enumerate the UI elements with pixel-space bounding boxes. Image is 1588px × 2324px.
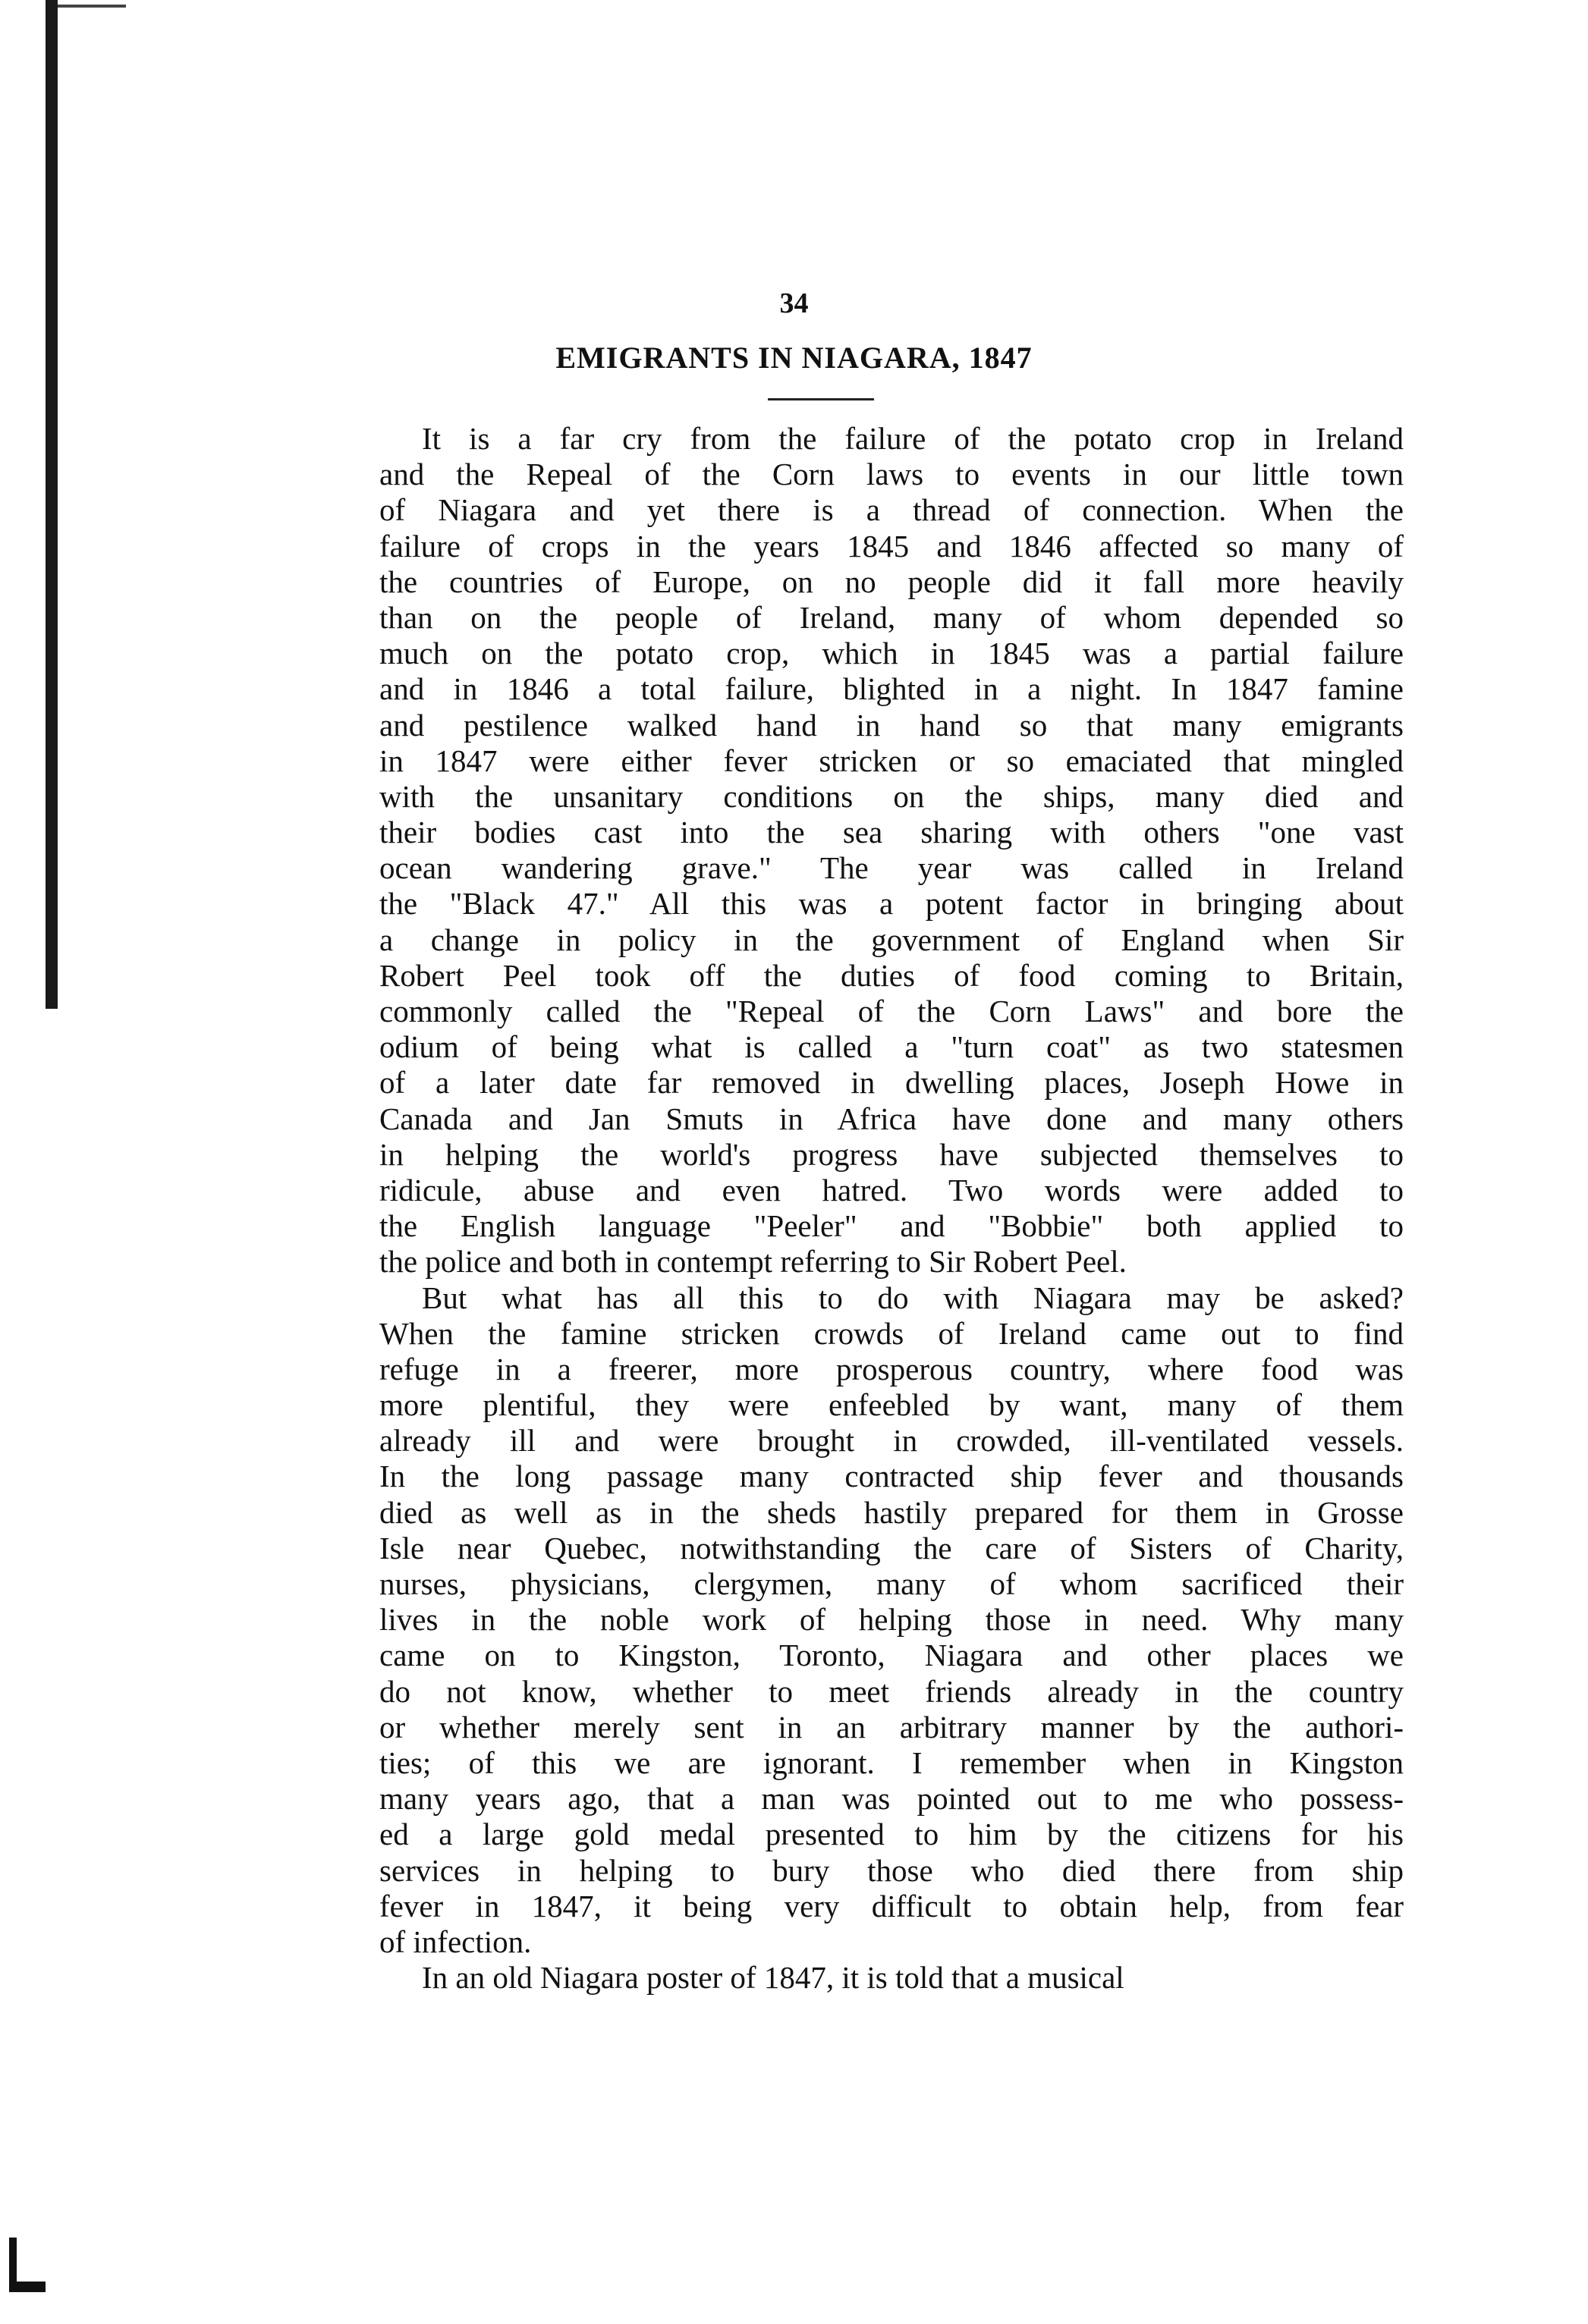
text-line: odium of being what is called a "turn coat" as two statesmen — [379, 1029, 1404, 1065]
text-line: died as well as in the sheds hastily prepared for them in Grosse — [379, 1494, 1404, 1530]
text-line: commonly called the "Repeal of the Corn Laws" and bore the — [379, 994, 1404, 1029]
text-line: nurses, physicians, clergymen, many of whom sacrificed their — [379, 1566, 1404, 1601]
text-line: lives in the noble work of helping those in need. Why many — [379, 1602, 1404, 1638]
text-line: already ill and were brought in crowded, ill-ventilated vessels. — [379, 1423, 1404, 1459]
text-line: Isle near Quebec, notwithstanding the care of Sisters of Charity, — [379, 1530, 1404, 1566]
paragraph — [379, 1280, 1404, 1961]
text-line: failure of crops in the years 1845 and 1846 affected so many of — [379, 528, 1404, 564]
text-line: of infection. — [379, 1924, 532, 1959]
text-line: the "Black 47." All this was a potent factor in bringing about — [379, 886, 1404, 922]
text-line: ed a large gold medal presented to him by the citizens for his — [379, 1817, 1404, 1852]
text-line: Robert Peel took off the duties of food coming to Britain, — [379, 957, 1404, 993]
text-line: In the long passage many contracted ship fever and thousands — [379, 1459, 1404, 1494]
title-rule — [768, 398, 874, 400]
scan-edge-top-shadow — [58, 5, 126, 8]
text-line: It is a far cry from the failure of the potato crop in Ireland — [422, 421, 1404, 456]
text-line: a change in policy in the government of England when Sir — [379, 922, 1404, 957]
text-line: In an old Niagara poster of 1847, it is told that a musical — [422, 1960, 1124, 1996]
page-corner-mark — [0, 2238, 61, 2298]
text-line: and in 1846 a total failure, blighted in a night. In 1847 famine — [379, 671, 1404, 707]
text-line: ridicule, abuse and even hatred. Two words were added to — [379, 1172, 1404, 1208]
text-line: When the famine stricken crowds of Ireland came out to find — [379, 1315, 1404, 1351]
text-line: of a later date far removed in dwelling places, Joseph Howe in — [379, 1065, 1404, 1101]
text-line: do not know, whether to meet friends already in the country — [379, 1673, 1404, 1709]
article-title: EMIGRANTS IN NIAGARA, 1847 — [555, 341, 1033, 375]
text-line: ocean wandering grave." The year was called in Ireland — [379, 850, 1404, 886]
paragraph — [379, 1960, 1404, 1996]
text-line: many years ago, that a man was pointed out to me who possess- — [379, 1781, 1404, 1817]
text-line: Canada and Jan Smuts in Africa have done and many others — [379, 1101, 1404, 1136]
text-line: and the Repeal of the Corn laws to events in our little town — [379, 457, 1404, 492]
text-line: ties; of this we are ignorant. I remember when in Kingston — [379, 1745, 1404, 1780]
text-line: But what has all this to do with Niagara may be asked? — [422, 1280, 1404, 1315]
text-line: the police and both in contempt referring to Sir Robert Peel. — [379, 1244, 1127, 1280]
text-line: the English language "Peeler" and "Bobbie" both applied to — [379, 1208, 1404, 1244]
text-line: fever in 1847, it being very difficult to obtain help, from fear — [379, 1888, 1404, 1924]
article-body — [379, 421, 1404, 1996]
text-line: more plentiful, they were enfeebled by want, many of them — [379, 1387, 1404, 1423]
text-line: refuge in a freerer, more prosperous country, where food was — [379, 1351, 1404, 1387]
text-line: in helping the world's progress have subjected themselves to — [379, 1136, 1404, 1172]
text-line: in 1847 were either fever stricken or so emaciated that mingled — [379, 743, 1404, 778]
text-line: came on to Kingston, Toronto, Niagara and other places we — [379, 1638, 1404, 1673]
text-line: services in helping to bury those who died there from ship — [379, 1852, 1404, 1888]
page-number: 34 — [779, 287, 809, 319]
paragraph — [379, 421, 1404, 1280]
text-line: or whether merely sent in an arbitrary manner by the authori- — [379, 1709, 1404, 1745]
text-line: than on the people of Ireland, many of whom depended so — [379, 599, 1404, 635]
text-line: the countries of Europe, on no people did it fall more heavily — [379, 564, 1404, 599]
scan-edge-shadow — [46, 0, 58, 1009]
text-line: of Niagara and yet there is a thread of connection. When the — [379, 492, 1404, 528]
text-line: much on the potato crop, which in 1845 was a partial failure — [379, 636, 1404, 671]
text-line: their bodies cast into the sea sharing with others "one vast — [379, 815, 1404, 850]
text-line: and pestilence walked hand in hand so that many emigrants — [379, 707, 1404, 743]
text-line: with the unsanitary conditions on the ships, many died and — [379, 778, 1404, 814]
